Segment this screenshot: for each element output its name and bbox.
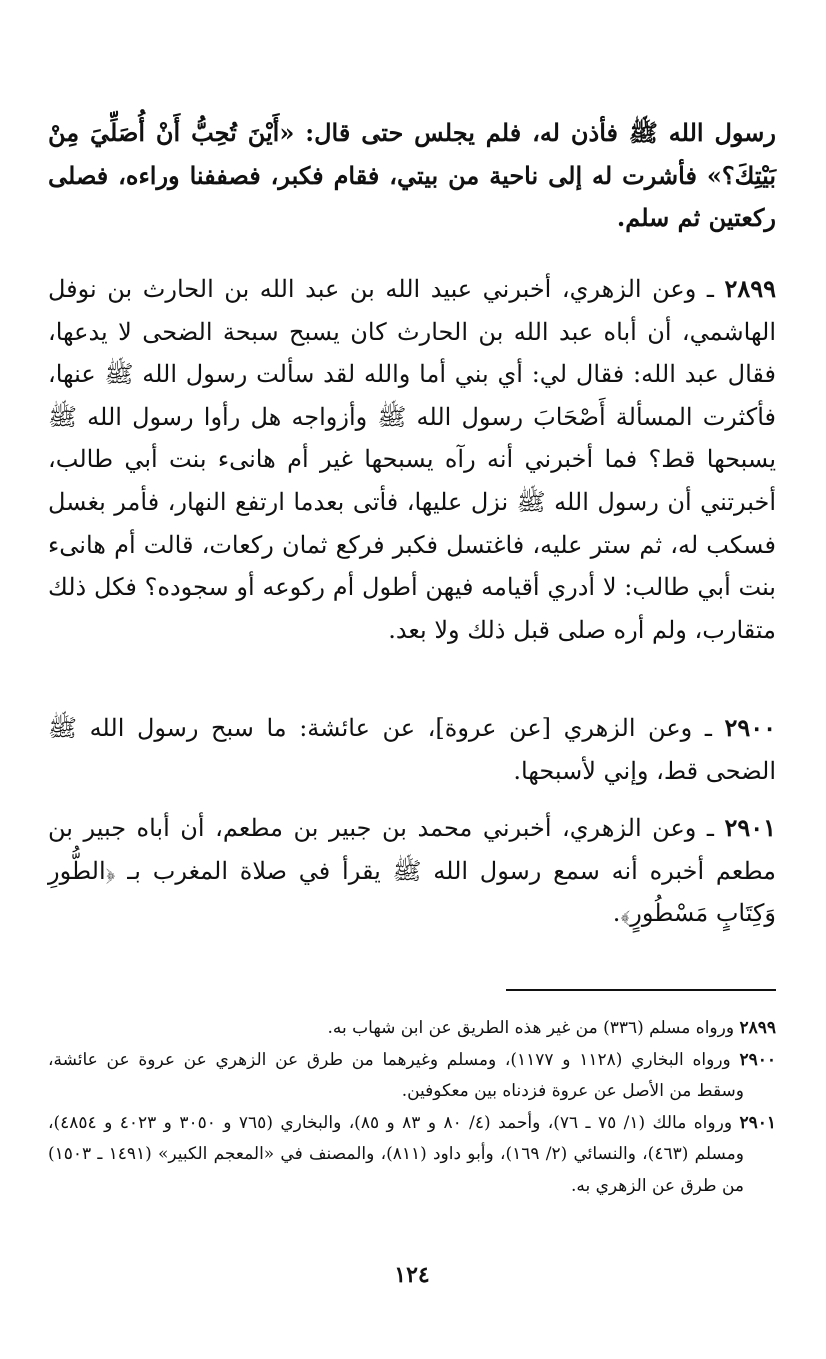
footnote-2901 [48, 1108, 776, 1203]
book-page [48, 0, 776, 1359]
hadith-number: ٢٩٠١ [724, 813, 776, 842]
footnote-number: ٢٩٠٠ [739, 1049, 776, 1070]
hadith-2900 [48, 707, 776, 792]
paragraph-text: رسول الله ﷺ فأذن له، فلم يجلس حتى قال: «أَيْنَ تُحِبُّ أَنْ أُصَلِّيَ مِنْ بَيْتِكَ؟» فأشرت له إلى ناحية من بيتي، فقام فكبر، فصففنا وراءه، فصلى ركعتين ثم سلم. [48, 118, 776, 232]
hadith-2901 [48, 807, 776, 935]
hadith-text: ـ وعن الزهري، أخبرني عبيد الله بن عبد الله بن الحارث بن نوفل الهاشمي، أن أباه عبد الله بن الحارث كان يسبح سبحة الضحى لا يدعها، فقال عبد الله: فقال لي: أي بني أما والله لقد سألت رسول الله ﷺ عنها، فأكثرت المسألة أَصْحَابَ رسول الله ﷺ وأزواجه هل رأوا رسول الله ﷺ يسبحها قط؟ فما أخبرني أنه رآه يسبحها غير أم هانىء بنت أبي طالب، أخبرتني أن رسول الله ﷺ نزل عليها، فأتى بعدما ارتفع النهار، فأمر بغسل فسكب له، ثم ستر عليه، فاغتسل فكبر فركع ثمان ركعات، قالت أم هانىء بنت أبي طالب: لا أدري أقيامه فيهن أطول أم ركوعه أو سجوده؟ فكل ذلك متقارب، ولم أره صلى قبل ذلك ولا بعد. [48, 275, 776, 644]
page-number: ١٢٤ [394, 1262, 430, 1288]
footnote-divider [506, 989, 776, 991]
footnote-2899 [48, 1013, 776, 1045]
paragraph-continuation [48, 112, 776, 240]
footnote-text: ورواه البخاري (١١٢٨ و ١١٧٧)، ومسلم وغيرهما من طرق عن الزهري عن عروة عن عائشة، وسقط من الأصل عن عروة فزدناه بين معكوفين. [48, 1049, 744, 1101]
footnote-number: ٢٨٩٩ [739, 1018, 776, 1038]
hadith-number: ٢٩٠٠ [724, 713, 776, 742]
hadith-text: ـ وعن الزهري، أخبرني محمد بن جبير بن مطعم، أن أباه جبير بن مطعم أخبره أنه سمع رسول الله ﷺ يقرأ في صلاة المغرب بـ ﴿الطُّورِ وَكِتَابٍ مَسْطُورٍ﴾. [48, 814, 776, 927]
footnote-2900 [48, 1045, 776, 1108]
hadith-text: ـ وعن الزهري [عن عروة]، عن عائشة: ما سبح رسول الله ﷺ الضحى قط، وإني لأسبحها. [48, 714, 776, 785]
footnotes [48, 1013, 776, 1202]
hadith-number: ٢٨٩٩ [724, 274, 776, 303]
hadith-2899 [48, 268, 776, 651]
footnote-text: ورواه مسلم (٣٣٦) من غير هذه الطريق عن ابن شهاب به. [327, 1018, 740, 1038]
footnote-number: ٢٩٠١ [739, 1112, 776, 1133]
footnote-text: ورواه مالك (١/ ٧٥ ـ ٧٦)، وأحمد (٤/ ٨٠ و ٨٣ و ٨٥)، والبخاري (٧٦٥ و ٣٠٥٠ و ٤٠٢٣ و ٤٨٥٤)، ومسلم (٤٦٣)، والنسائي (٢/ ١٦٩)، وأبو داود (٨١١)، والمصنف في «المعجم الكبير» (١٤٩١ ـ ١٥٠٣) من طرق عن الزهري به. [48, 1112, 745, 1196]
